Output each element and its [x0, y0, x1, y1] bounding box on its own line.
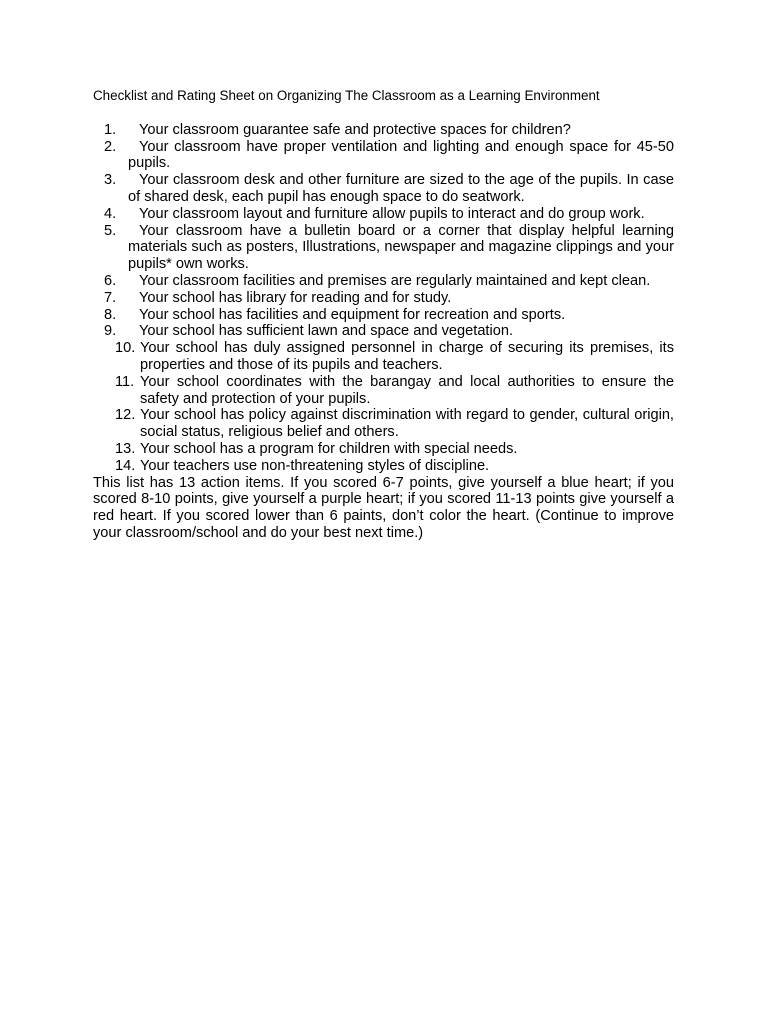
item-number: 2. — [104, 138, 117, 155]
checklist-item — [93, 407, 674, 441]
item-text: Your classroom desk and other furniture are sized to the age of the pupils. In case of shared desk, each pupil has enough space to do seatwork. — [128, 172, 674, 205]
item-number: 6. — [104, 272, 117, 289]
item-number: 7. — [104, 289, 117, 306]
item-text: Your classroom have proper ventilation and lighting and enough space for 45-50 pupils. — [128, 138, 674, 172]
checklist-item — [93, 139, 674, 173]
checklist — [93, 122, 674, 475]
item-number: 9. — [104, 323, 117, 340]
checklist-item — [93, 307, 674, 324]
item-text: Your school has a program for children with special needs. — [140, 440, 518, 457]
checklist-item — [93, 273, 674, 290]
checklist-item — [93, 458, 674, 475]
item-text: Your school has policy against discrimination with regard to gender, cultural origin, social status, religious belief and others. — [140, 407, 674, 441]
item-number: 8. — [104, 306, 117, 323]
item-text: Your school has library for reading and for study. — [139, 289, 452, 306]
item-number: 11. — [115, 373, 135, 390]
item-text: Your classroom guarantee safe and protective spaces for children? — [139, 121, 571, 138]
checklist-item — [93, 223, 674, 273]
checklist-item — [93, 122, 674, 139]
item-number: 4. — [104, 205, 117, 222]
item-number: 5. — [104, 222, 117, 239]
item-text: Your teachers use non-threatening styles of discipline. — [140, 457, 490, 474]
document-title: Checklist and Rating Sheet on Organizing The Classroom as a Learning Environment — [93, 88, 600, 103]
item-text: Your school has facilities and equipment for recreation and sports. — [139, 306, 566, 323]
checklist-item — [93, 374, 674, 408]
document-page — [93, 88, 674, 542]
item-text: Your classroom have a bulletin board or a corner that display helpful learning materials such as posters, Illustrations, newspaper and magazine clippings and your pupils* own works. — [128, 222, 674, 273]
item-number: 3. — [104, 172, 117, 189]
checklist-item — [93, 172, 674, 206]
checklist-item — [93, 206, 674, 223]
item-number: 14. — [115, 457, 136, 474]
item-text: Your school coordinates with the barangay and local authorities to ensure the safety and protection of your pupils. — [140, 373, 674, 407]
checklist-item — [93, 323, 674, 340]
scoring-paragraph: This list has 13 action items. If you scored 6-7 points, give yourself a blue heart; if you scored 8-10 points, give yourself a purple heart; if you scored 11-13 points give yourself a red heart. If you scored lower than 6 paints, don’t color the heart. (Continue to improve your classroom/school and do your best next time.) — [93, 474, 674, 541]
checklist-item — [93, 290, 674, 307]
item-number: 10. — [115, 340, 136, 357]
item-number: 12. — [115, 407, 136, 424]
item-number: 13. — [115, 440, 136, 457]
item-text: Your school has sufficient lawn and space and vegetation. — [139, 323, 514, 340]
checklist-item — [93, 441, 674, 458]
item-number: 1. — [104, 121, 117, 138]
checklist-item — [93, 340, 674, 374]
item-text: Your school has duly assigned personnel in charge of securing its premises, its properties and those of its pupils and teachers. — [140, 340, 674, 373]
item-text: Your classroom facilities and premises are regularly maintained and kept clean. — [139, 272, 651, 289]
item-text: Your classroom layout and furniture allow pupils to interact and do group work. — [139, 205, 645, 222]
